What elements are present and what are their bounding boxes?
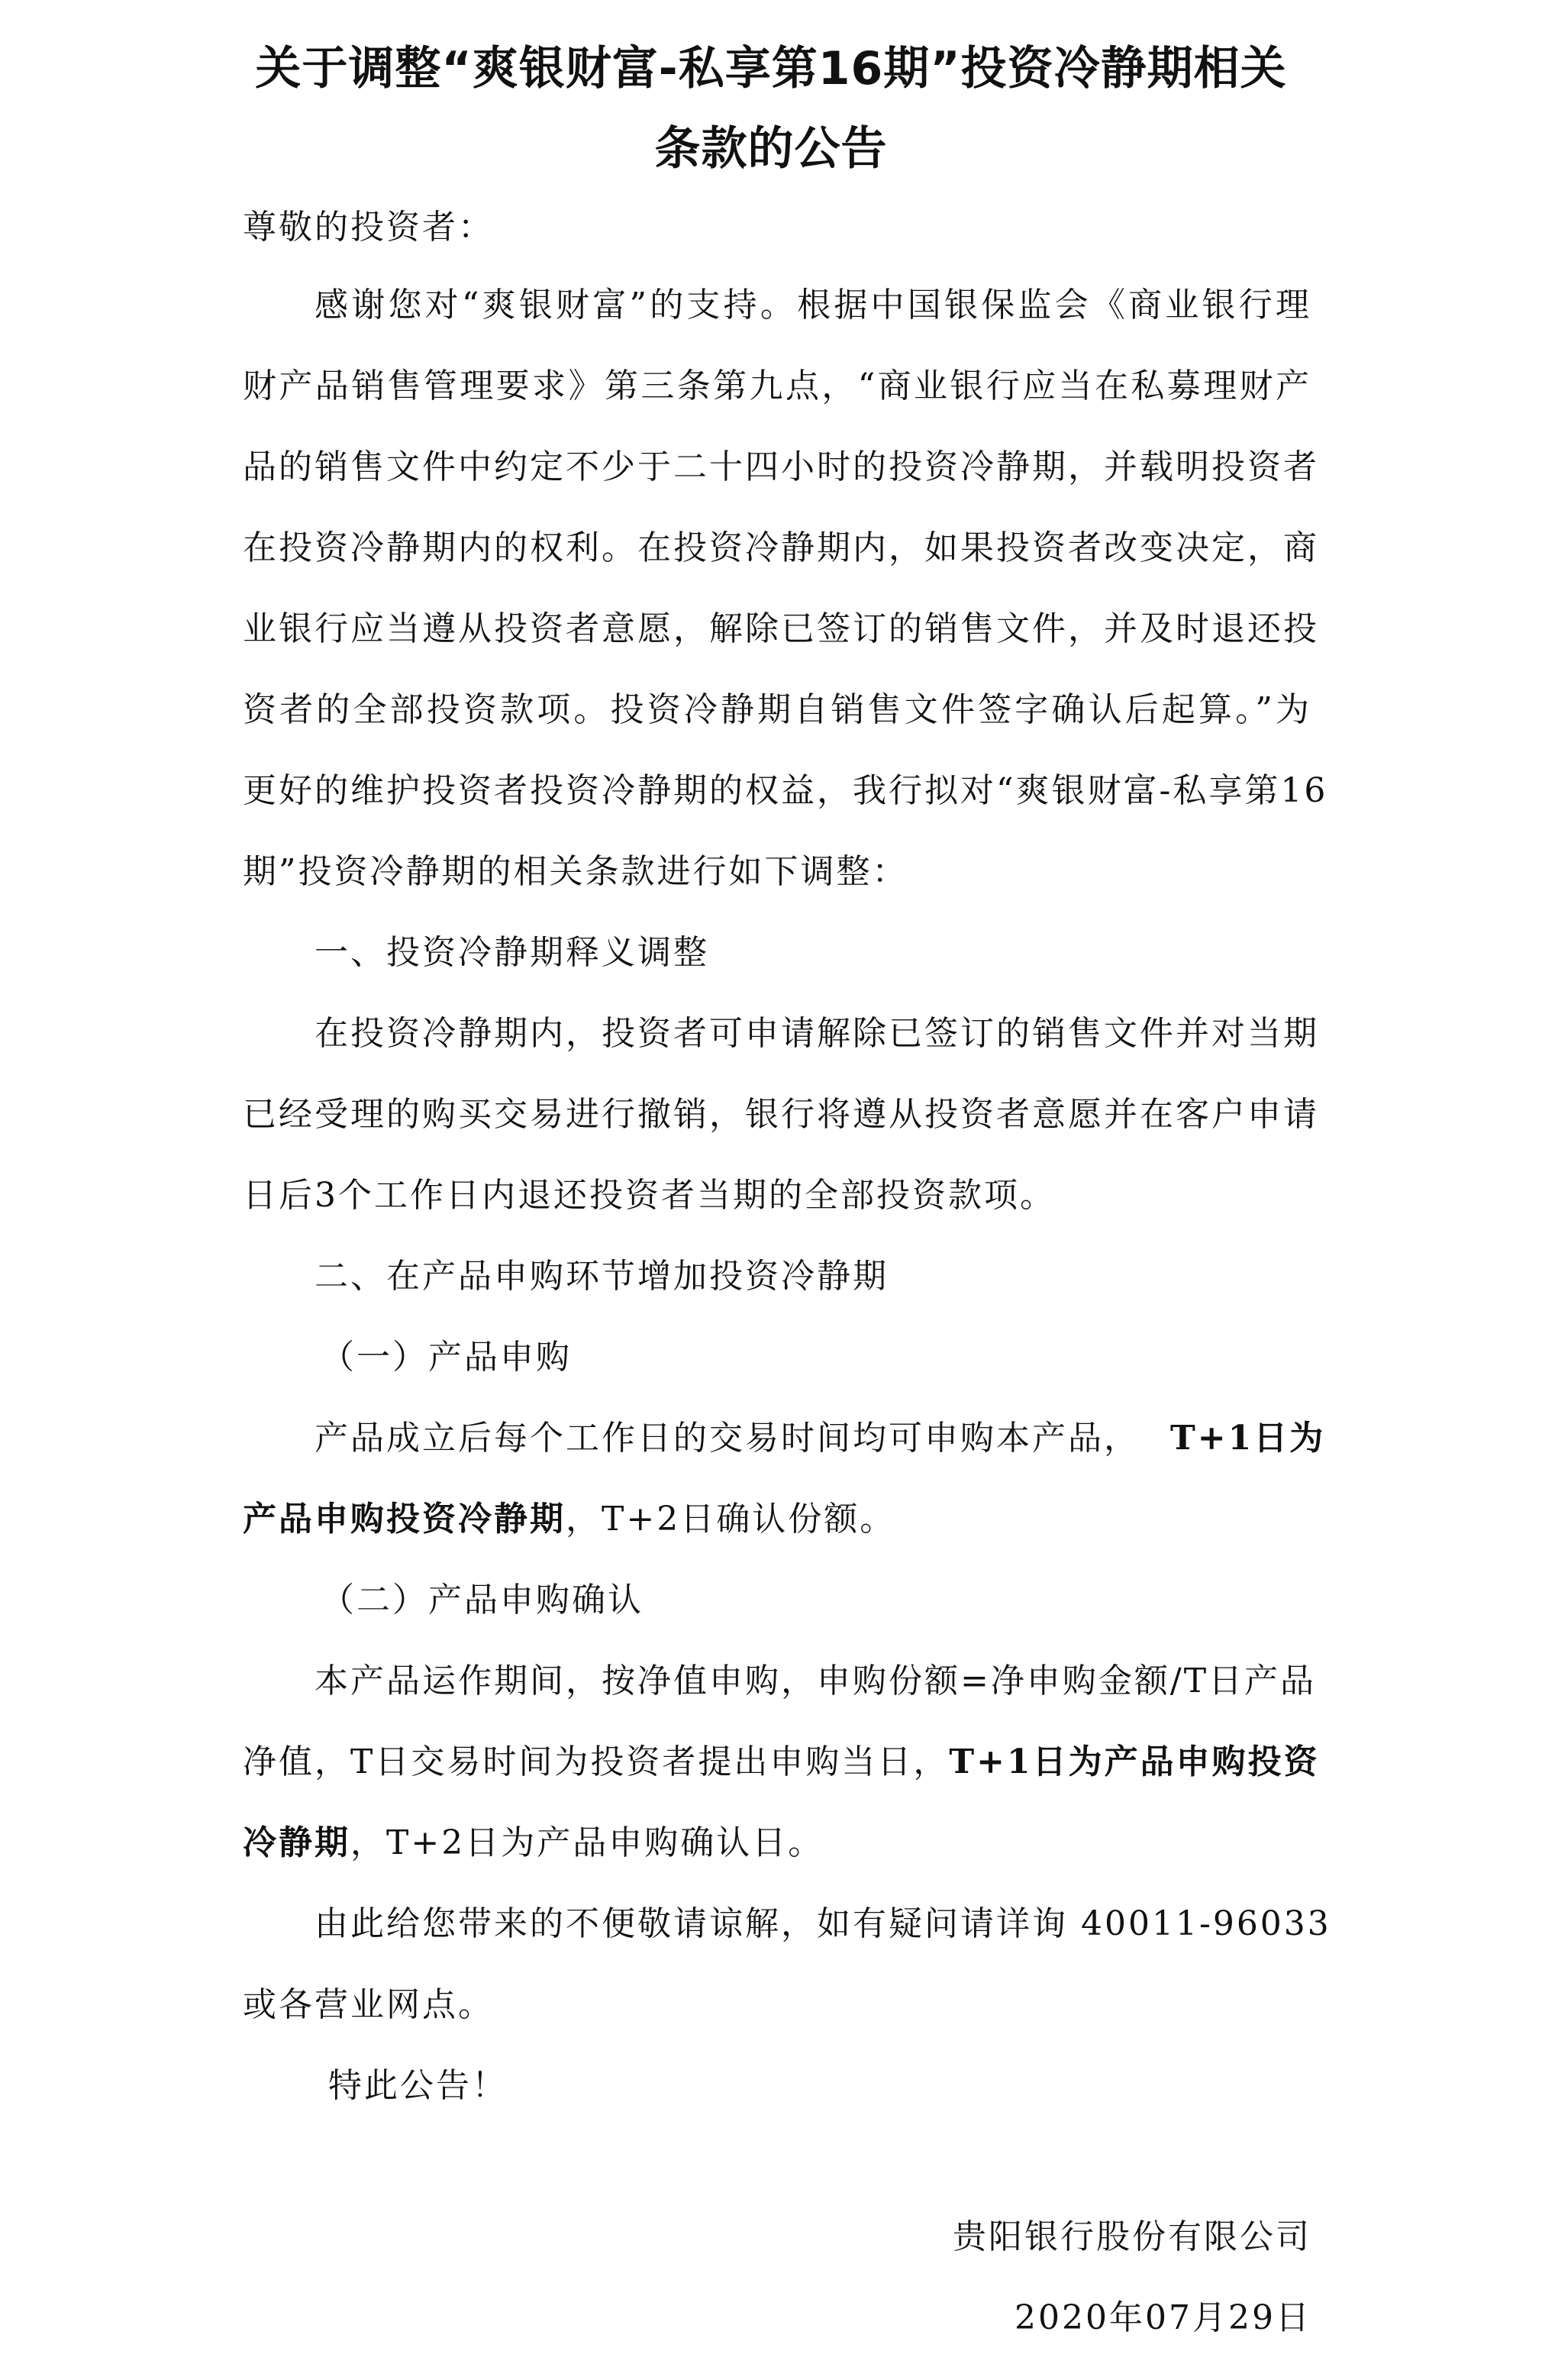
intro-line: 资者的全部投资款项。投资冷静期自销售文件签字确认后起算。”为 (243, 690, 1311, 729)
intro-line: 感谢您对“爽银财富”的支持。根据中国银保监会《商业银行理 (315, 286, 1311, 325)
subsection-1-bold-text: T+1日为 (1170, 1419, 1326, 1458)
greeting: 尊敬的投资者： (243, 208, 494, 247)
subsection-2-line-1: 本产品运作期间，按净值申购，申购份额=净申购金额/T日产品 (315, 1661, 1317, 1700)
subsection-1-text: ，T+2日确认份额。 (566, 1500, 896, 1539)
section-1-line: 已经受理的购买交易进行撤销，银行将遵从投资者意愿并在客户申请 (243, 1095, 1319, 1134)
intro-line: 财产品销售管理要求》第三条第九点，“商业银行应当在私募理财产 (243, 367, 1311, 405)
subsection-2-bold-text: T+1日为产品申购投资 (949, 1742, 1320, 1781)
section-1-line: 在投资冷静期内，投资者可申请解除已签订的销售文件并对当期 (315, 1014, 1319, 1053)
title-line-2: 条款的公告 (654, 122, 888, 176)
subsection-1-line-1 (315, 1417, 1326, 1460)
subsection-2-bold-text: 冷静期 (243, 1823, 350, 1862)
closing-line-1: 由此给您带来的不便敬请谅解，如有疑问请详询 40011-96033 (315, 1904, 1331, 1943)
subsection-2-text: 净值，T日交易时间为投资者提出申购当日， (243, 1742, 950, 1781)
subsection-1-bold-text: 产品申购投资冷静期 (243, 1500, 566, 1539)
section-2-heading: 二、在产品申购环节增加投资冷静期 (315, 1257, 889, 1296)
intro-line: 更好的维护投资者投资冷静期的权益，我行拟对“爽银财富-私享第16 (243, 771, 1328, 810)
title-line-1: 关于调整“爽银财富-私享第16期”投资冷静期相关 (255, 42, 1287, 95)
subsection-1-text: 产品成立后每个工作日的交易时间均可申购本产品， (315, 1419, 1140, 1458)
subsection-2-line-2 (243, 1741, 1320, 1784)
signature-company: 贵阳银行股份有限公司 (953, 2217, 1311, 2256)
subsection-1-line-2 (243, 1498, 1311, 1541)
section-1-heading: 一、投资冷静期释义调整 (315, 933, 709, 972)
subsection-2-line-3 (243, 1822, 1311, 1865)
intro-line: 业银行应当遵从投资者意愿，解除已签订的销售文件，并及时退还投 (243, 609, 1319, 648)
section-1-line: 日后3个工作日内退还投资者当期的全部投资款项。 (243, 1176, 1056, 1215)
subsection-2-text: ，T+2日为产品申购确认日。 (350, 1823, 824, 1862)
subsection-2-heading: （二）产品申购确认 (321, 1581, 644, 1619)
subsection-1-heading: （一）产品申购 (321, 1338, 572, 1377)
closing-line-2: 或各营业网点。 (243, 1985, 494, 2024)
intro-line: 品的销售文件中约定不少于二十四小时的投资冷静期，并载明投资者 (243, 447, 1319, 486)
intro-line: 期”投资冷静期的相关条款进行如下调整： (243, 852, 908, 891)
intro-line: 在投资冷静期内的权利。在投资冷静期内，如果投资者改变决定，商 (243, 528, 1319, 567)
closing-notice: 特此公告！ (328, 2066, 508, 2105)
signature-date: 2020年07月29日 (1015, 2298, 1311, 2337)
